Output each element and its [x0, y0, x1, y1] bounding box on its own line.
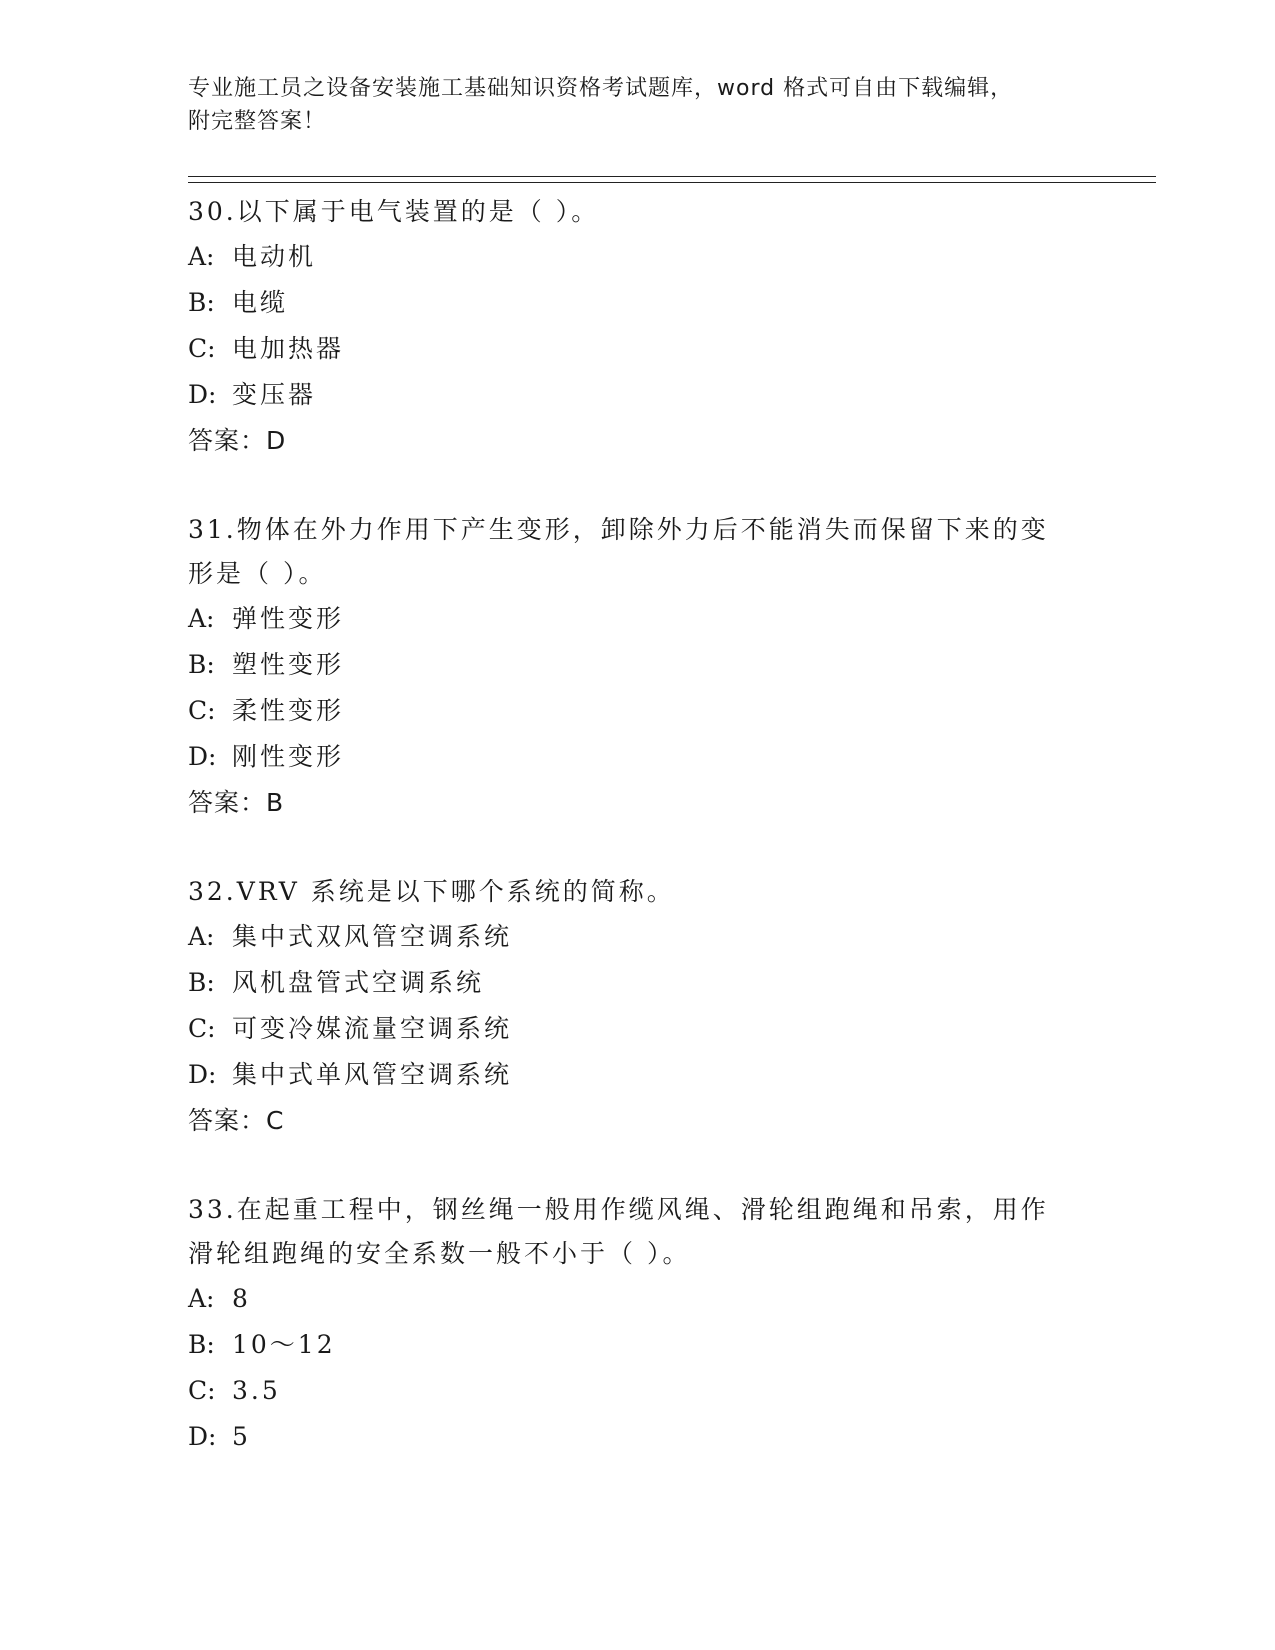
option-b	[188, 1322, 1088, 1368]
option-letter: C:	[188, 334, 216, 363]
option-d	[188, 1414, 1088, 1460]
option-text: 电加热器	[232, 334, 345, 363]
option-text: 风机盘管式空调系统	[232, 968, 485, 997]
option-text: 刚性变形	[232, 742, 345, 771]
option-letter: A:	[188, 604, 215, 633]
option-letter: A:	[188, 242, 215, 271]
option-c	[188, 1006, 1088, 1052]
document-header	[188, 72, 1068, 138]
header-line-1: 专业施工员之设备安装施工基础知识资格考试题库，word 格式可自由下载编辑，	[188, 76, 1014, 101]
option-letter: D:	[188, 742, 217, 771]
option-text: 塑性变形	[232, 650, 345, 679]
option-letter: B:	[188, 1330, 215, 1359]
option-c	[188, 326, 1088, 372]
option-text: 可变冷媒流量空调系统	[232, 1014, 513, 1043]
question-stem: 30.以下属于电气装置的是（ ）。	[188, 197, 600, 226]
option-text: 集中式双风管空调系统	[232, 922, 513, 951]
answer-line: 答案：C	[188, 1106, 285, 1135]
option-letter: A:	[188, 1284, 215, 1313]
option-text: 电动机	[232, 242, 317, 271]
option-b	[188, 642, 1088, 688]
option-letter: C:	[188, 1014, 216, 1043]
option-a	[188, 1276, 1088, 1322]
option-b	[188, 960, 1088, 1006]
question-stem: 32.VRV 系统是以下哪个系统的简称。	[188, 877, 675, 906]
option-b	[188, 280, 1088, 326]
question-stem-line-2: 滑轮组跑绳的安全系数一般不小于（ ）。	[188, 1239, 691, 1268]
option-text: 弹性变形	[232, 604, 345, 633]
question-30	[188, 190, 1088, 464]
header-rule-top	[188, 176, 1156, 177]
option-letter: C:	[188, 1376, 216, 1405]
option-d	[188, 1052, 1088, 1098]
question-32	[188, 870, 1088, 1144]
option-a	[188, 914, 1088, 960]
option-letter: C:	[188, 696, 216, 725]
option-text: 变压器	[232, 380, 317, 409]
option-c	[188, 1368, 1088, 1414]
header-line-2: 附完整答案！	[188, 109, 327, 134]
option-a	[188, 596, 1088, 642]
question-stem-line-1: 31.物体在外力作用下产生变形，卸除外力后不能消失而保留下来的变	[188, 515, 1049, 544]
option-text: 10～12	[232, 1330, 336, 1359]
option-c	[188, 688, 1088, 734]
option-a	[188, 234, 1088, 280]
option-text: 3.5	[232, 1376, 281, 1405]
option-letter: A:	[188, 922, 215, 951]
option-d	[188, 372, 1088, 418]
option-text: 8	[232, 1284, 251, 1313]
option-text: 电缆	[232, 288, 289, 317]
question-33	[188, 1188, 1088, 1460]
question-31	[188, 508, 1088, 826]
question-stem-line-1: 33.在起重工程中，钢丝绳一般用作缆风绳、滑轮组跑绳和吊索，用作	[188, 1195, 1049, 1224]
answer-line: 答案：D	[188, 426, 287, 455]
option-letter: B:	[188, 968, 215, 997]
option-letter: B:	[188, 650, 215, 679]
option-text: 集中式单风管空调系统	[232, 1060, 513, 1089]
option-letter: D:	[188, 1060, 217, 1089]
option-text: 5	[232, 1422, 251, 1451]
answer-line: 答案：B	[188, 788, 285, 817]
question-stem-line-2: 形是（ ）。	[188, 559, 327, 588]
option-d	[188, 734, 1088, 780]
option-letter: B:	[188, 288, 215, 317]
option-letter: D:	[188, 1422, 217, 1451]
option-letter: D:	[188, 380, 217, 409]
header-rule-bottom	[188, 182, 1156, 183]
option-text: 柔性变形	[232, 696, 345, 725]
